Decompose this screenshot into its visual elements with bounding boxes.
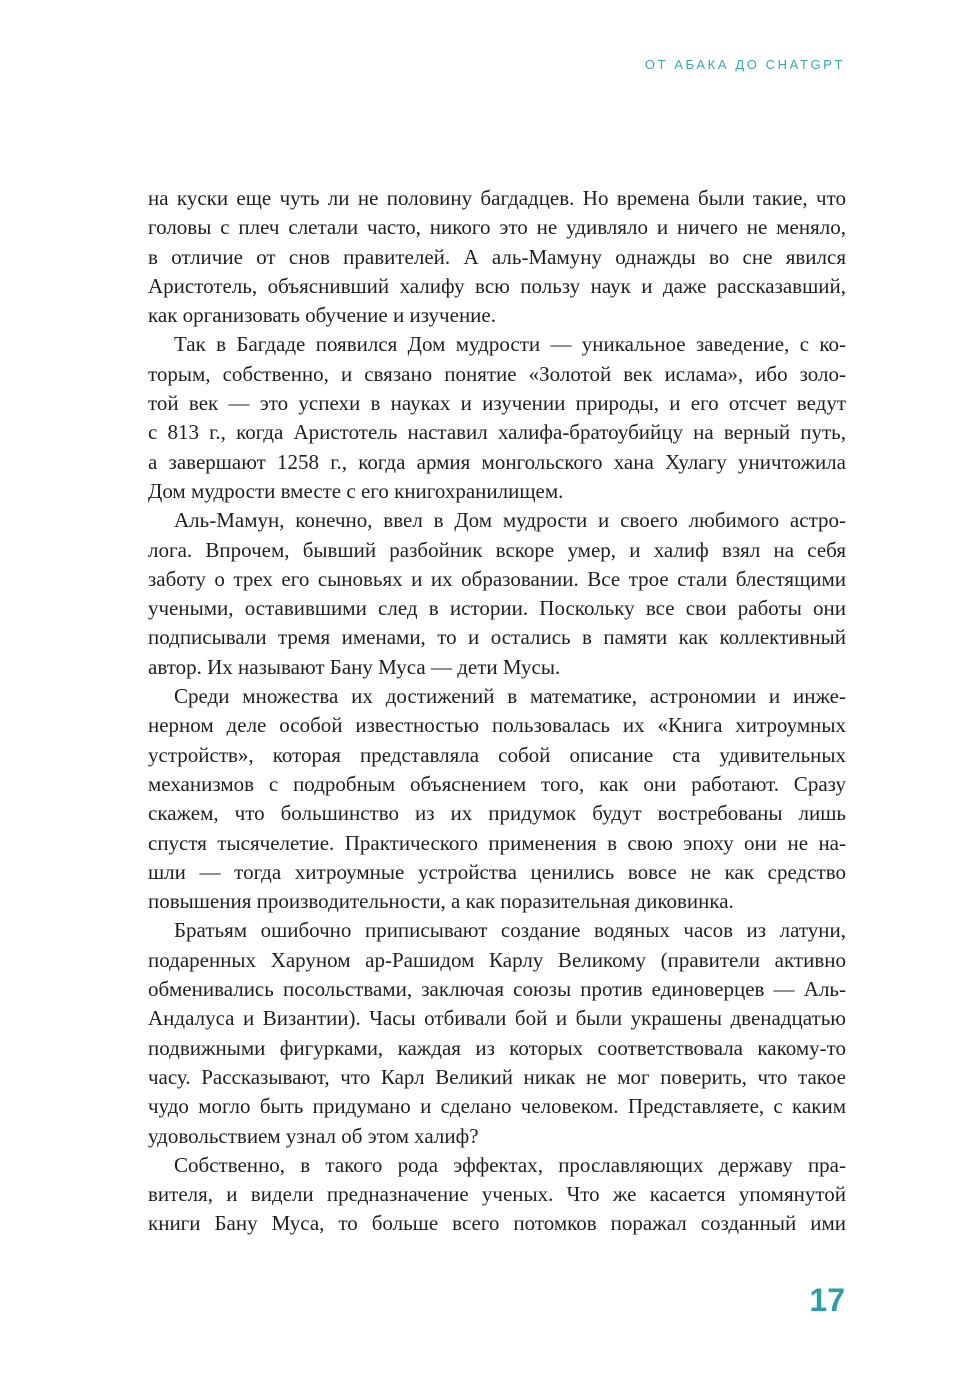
text-line: устройств», которая представляла собой описание ста удивительных xyxy=(148,742,846,767)
text-line: нерном деле особой известностью пользовалась их «Книга хитроумных xyxy=(148,713,846,738)
text-line: часу. Рассказывают, что Карл Великий никак не мог поверить, что такое xyxy=(148,1064,846,1089)
text-line: Собственно, в такого рода эффектах, прославляющих державу пра- xyxy=(174,1152,846,1177)
text-line: удовольствием узнал об этом халиф? xyxy=(148,1123,479,1148)
text-line: Дом мудрости вместе с его книгохранилищем. xyxy=(148,478,564,503)
text-line: подписывали тремя именами, то и остались в памяти как коллективный xyxy=(148,625,846,650)
text-line: Так в Багдаде появился Дом мудрости — уникальное заведение, с ко- xyxy=(174,332,846,357)
text-line: книги Бану Муса, то больше всего потомков поражал созданный ими xyxy=(148,1211,846,1236)
text-line: подаренных Харуном ар-Рашидом Карлу Великому (правители активно xyxy=(148,947,846,972)
text-line: Андалуса и Византии). Часы отбивали бой и были украшены двенадцатью xyxy=(148,1006,846,1031)
paragraph xyxy=(148,682,846,916)
text-line: автор. Их называют Бану Муса — дети Мусы. xyxy=(148,654,561,679)
text-line: а завершают 1258 г., когда армия монгольского хана Хулагу уничтожила xyxy=(148,449,846,474)
text-line: Аристотель, объяснивший халифу всю пользу наук и даже рассказавший, xyxy=(148,273,846,298)
text-line: Аль-Мамун, конечно, ввел в Дом мудрости и своего любимого астро- xyxy=(174,508,846,533)
text-line: заботу о трех его сыновьях и их образовании. Все трое стали блестящими xyxy=(148,566,846,591)
text-line: повышения производительности, а как поразительная диковинка. xyxy=(148,889,734,914)
text-line: спустя тысячелетие. Практического применения в свою эпоху они не на- xyxy=(148,830,846,855)
paragraph xyxy=(148,1151,846,1239)
paragraph xyxy=(148,330,846,506)
text-line: вителя, и видели предназначение ученых. Что же касается упомянутой xyxy=(148,1182,846,1207)
page-number: 17 xyxy=(809,1282,845,1318)
text-line: головы с плеч слетали часто, никого это не удивляло и ничего не меняло, xyxy=(148,215,846,240)
text-line: Братьям ошибочно приписывают создание водяных часов из латуни, xyxy=(174,918,846,943)
text-line: с 813 г., когда Аристотель наставил халифа-братоубийцу на верный путь, xyxy=(148,420,846,445)
running-header: ОТ АБАКА ДО CHATGPT xyxy=(644,57,845,72)
text-line: шли — тогда хитроумные устройства ценились вовсе не как средство xyxy=(148,859,846,884)
text-line: лога. Впрочем, бывший разбойник вскоре умер, и халиф взял на себя xyxy=(148,537,846,562)
text-line: скажем, что большинство из их придумок будут востребованы лишь xyxy=(148,801,846,826)
text-line: чудо могло быть придумано и сделано человеком. Представляете, с каким xyxy=(148,1094,846,1119)
body-text xyxy=(148,184,846,1239)
text-line: механизмов с подробным объяснением того, как они работают. Сразу xyxy=(148,771,846,796)
paragraph xyxy=(148,184,846,330)
text-line: обменивались посольствами, заключая союзы против единоверцев — Аль- xyxy=(148,977,846,1002)
text-line: подвижными фигурками, каждая из которых соответствовала какому-то xyxy=(148,1035,846,1060)
text-line: учеными, оставившими след в истории. Поскольку все свои работы они xyxy=(148,596,846,621)
text-line: на куски еще чуть ли не половину багдадцев. Но времена были такие, что xyxy=(148,186,846,210)
paragraph xyxy=(148,916,846,1150)
text-line: как организовать обучение и изучение. xyxy=(148,303,496,328)
text-line: той век — это успехи в науках и изучении природы, и его отсчет ведут xyxy=(148,391,846,416)
text-line: торым, собственно, и связано понятие «Золотой век ислама», ибо золо- xyxy=(148,361,846,386)
text-line: Среди множества их достижений в математике, астрономии и инже- xyxy=(174,684,846,709)
text-line: в отличие от снов правителей. А аль-Мамуну однажды во сне явился xyxy=(148,244,846,269)
paragraph xyxy=(148,506,846,682)
